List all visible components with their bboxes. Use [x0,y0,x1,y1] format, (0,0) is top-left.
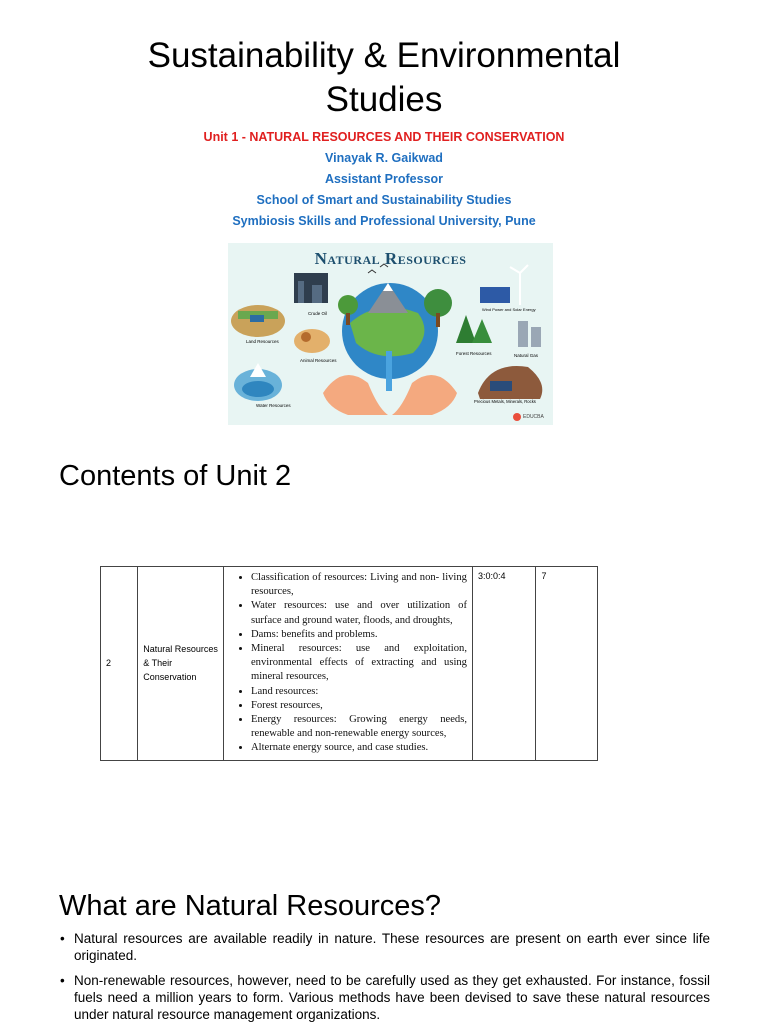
label-brand: EDUCBA [523,414,544,420]
solar-panel-icon [480,287,510,303]
bullet-text: Natural resources are available readily in nature. These resources are present on earth ever since life originated. [74,931,710,963]
unit-hours-cell: 7 [536,567,598,761]
natural-gas-icon [518,321,528,347]
bullet-icon: • [60,931,65,946]
label-crude-oil: Crude Oil [308,311,328,316]
label-metals: Precious Metals, Minerals, Rocks [474,399,536,404]
unit-credits-cell: 3:0:0:4 [472,567,536,761]
university-name: Symbiosis Skills and Professional University, Pune [232,214,536,228]
list-item: • Mineral resources: use and exploitation, environmental effects of extracting and using mineral resources, [251,642,467,685]
what-heading: What are Natural Resources? [59,890,441,922]
label-forest: Forest Resources [456,351,492,356]
page-title [0,34,768,122]
bullet-icon: • [60,973,65,988]
table-row [101,567,598,761]
bullet-item [60,930,710,964]
list-item: • Energy resources: Growing energy needs, renewable and non-renewable energy sources, [251,713,467,741]
banner-heading: Natural Resources [314,249,467,268]
educba-logo-icon [513,413,521,421]
list-item: • Dams: benefits and problems. [251,628,467,642]
unit-contents-table [100,566,598,761]
list-item: • Forest resources, [251,699,467,713]
list-item: • Alternate energy source, and case studies. [251,741,467,755]
unit-number-cell: 2 [101,567,138,761]
label-land: Land Resources [246,339,279,344]
bullet-item [60,972,710,1023]
animal-icon [294,329,330,353]
bullet-text: Non-renewable resources, however, need to be carefully used as they get exhausted. For instance, fossil fuels need a million years to form. Various methods have been devised to save these natural resources under natural resource management organizations. [74,973,710,1022]
label-water: Water Resources [256,403,291,408]
unit-items-cell [223,567,472,761]
label-wind-solar: Wind Power and Solar Energy [482,307,536,312]
school-name: School of Smart and Sustainability Studies [256,193,512,207]
unit-items-list [229,571,467,756]
natural-resources-banner [228,243,553,425]
author-name: Vinayak R. Gaikwad [325,151,443,165]
list-item: • Land resources: [251,685,467,699]
banner-illustration [228,243,553,425]
list-item: • Water resources: use and over utilization of surface and ground water, floods, and droughts, [251,599,467,627]
contents-heading: Contents of Unit 2 [59,460,292,492]
unit-subtitle: Unit 1 - NATURAL RESOURCES AND THEIR CONSERVATION [203,130,565,144]
title-line-2: Studies [325,80,443,119]
title-line-1: Sustainability & Environmental [147,36,621,75]
label-natural-gas: Natural Gas [514,353,539,358]
unit-topic-cell: Natural Resources & Their Conservation [138,567,224,761]
author-role: Assistant Professor [324,172,444,186]
label-animal: Animal Resources [300,358,337,363]
list-item: • Classification of resources: Living and non- living resources, [251,571,467,599]
